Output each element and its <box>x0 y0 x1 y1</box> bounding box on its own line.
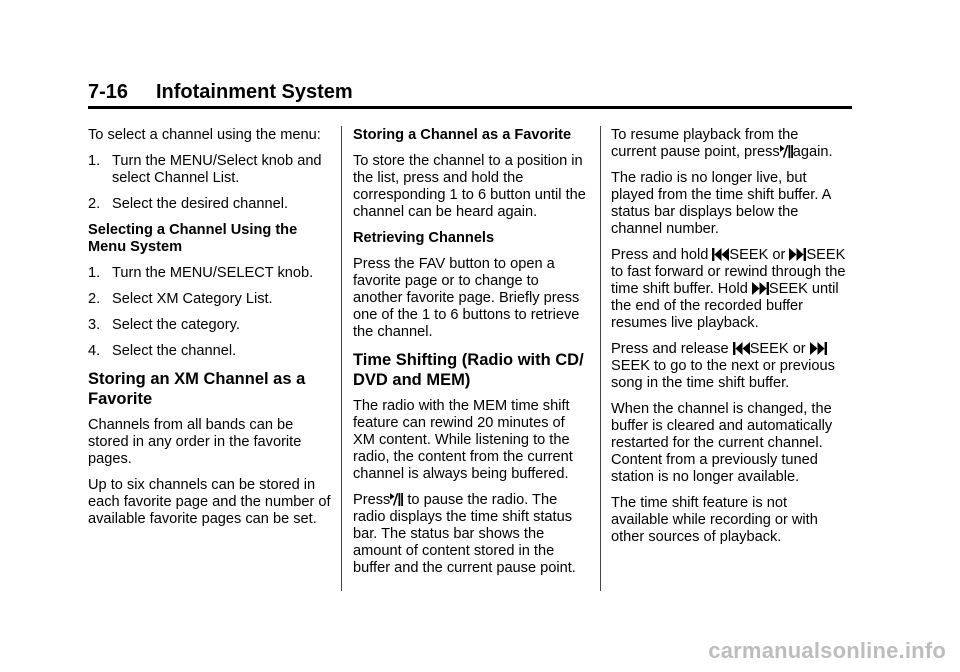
play-pause-icon <box>780 144 793 158</box>
list-item <box>88 196 334 213</box>
paragraph <box>611 127 847 161</box>
paragraph <box>611 247 847 332</box>
paragraph: Channels from all bands can be stored in any order in the favorite pages. <box>88 417 302 467</box>
list-number: 3. <box>88 317 101 333</box>
list-text: Select the category. <box>112 317 240 333</box>
page-number: 7-16 <box>88 81 129 103</box>
section-heading: Storing an XM Channel as a Favorite <box>88 370 306 408</box>
paragraph-text: SEEK to fast forward or rewind through the time shift buffer. Hold <box>611 247 846 297</box>
list-item <box>88 265 334 282</box>
column-1 <box>88 127 334 537</box>
list-number: 4. <box>88 343 101 359</box>
list-text: Select the desired channel. <box>112 196 289 212</box>
list-number: 1. <box>88 153 101 169</box>
column-divider <box>341 126 342 591</box>
subheading: Retrieving Channels <box>353 230 495 246</box>
list-number: 2. <box>88 196 101 212</box>
paragraph-text: Press and hold <box>611 247 709 263</box>
paragraph-text: SEEK to go to the next or previous song in the time shift buffer. <box>611 358 835 391</box>
paragraph: Up to six channels can be stored in each favorite page and the number of available favorite pages can be set. <box>88 477 331 527</box>
paragraph <box>611 341 847 392</box>
column-2 <box>353 127 589 586</box>
subheading: Selecting a Channel Using the Menu System <box>88 222 298 255</box>
play-pause-icon <box>390 492 403 506</box>
paragraph: Press the FAV button to open a favorite page or to change to another favorite page. Briefly press one of the 1 to 6 buttons to retrieve the channel. <box>353 256 580 340</box>
paragraph-text: To resume playback from the current pause point, press <box>611 127 799 160</box>
intro-text: To select a channel using the menu: <box>88 127 321 143</box>
seek-forward-icon <box>752 282 769 295</box>
subheading: Storing a Channel as a Favorite <box>353 127 572 143</box>
paragraph-text: SEEK or <box>749 341 806 357</box>
paragraph <box>353 492 589 577</box>
list-item <box>88 291 334 308</box>
paragraph-text: SEEK or <box>729 247 786 263</box>
seek-back-icon <box>712 248 729 261</box>
list-text: Turn the MENU/Select knob and select Channel List. <box>112 153 322 186</box>
paragraph: The radio with the MEM time shift feature can rewind 20 minutes of XM content. While listening to the radio, the content from the current channel is always being buffered. <box>353 398 573 482</box>
section-heading: Time Shifting (Radio with CD/ DVD and MEM) <box>353 351 584 389</box>
paragraph-text: SEEK until the end of the recorded buffer resumes live playback. <box>611 281 839 331</box>
list-item <box>88 153 334 187</box>
seek-forward-icon <box>789 248 806 261</box>
paragraph-text: to pause the radio. The radio displays the time shift status bar. The status bar shows the amount of content stored in the buffer and the current pause point. <box>353 492 576 576</box>
paragraph: When the channel is changed, the buffer is cleared and automatically restarted for the current channel. Content from a previously tuned station is no longer available. <box>611 401 833 485</box>
seek-forward-icon <box>810 342 827 355</box>
column-divider <box>600 126 601 591</box>
paragraph: The time shift feature is not available while recording or with other sources of playback. <box>611 495 818 545</box>
paragraph-text: Press and release <box>611 341 729 357</box>
list-text: Select XM Category List. <box>112 291 273 307</box>
list-text: Select the channel. <box>112 343 237 359</box>
paragraph: The radio is no longer live, but played from the time shift buffer. A status bar displays below the channel number. <box>611 170 831 237</box>
seek-back-icon <box>733 342 750 355</box>
page-header <box>88 80 852 109</box>
list-number: 1. <box>88 265 101 281</box>
list-text: Turn the MENU/SELECT knob. <box>112 265 314 281</box>
paragraph-text: again. <box>792 144 833 160</box>
paragraph-text: Press <box>353 492 391 508</box>
list-item <box>88 317 334 334</box>
list-item <box>88 343 334 360</box>
column-3 <box>611 127 847 555</box>
watermark: carmanualsonline.info <box>708 638 946 663</box>
page-title: Infotainment System <box>156 81 353 103</box>
list-number: 2. <box>88 291 101 307</box>
paragraph: To store the channel to a position in the list, press and hold the corresponding 1 to 6 button until the channel can be heard again. <box>353 153 586 220</box>
